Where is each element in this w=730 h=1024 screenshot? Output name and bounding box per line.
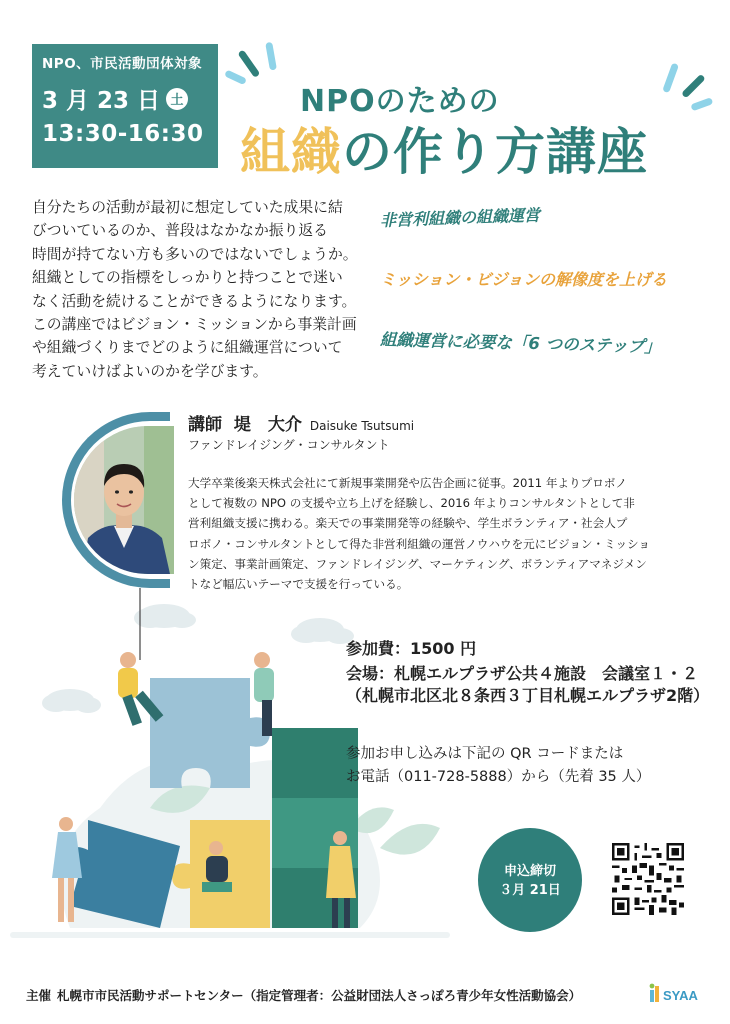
title-main [240,112,648,184]
bio-line: 営利組織支援に携わる。楽天での事業開発等の経験や、学生ボランティア・社会人プ [188,516,628,531]
lecturer-name-ja: 堤 大介 [233,415,302,435]
intro-line: なく活動を続けることができるようになります。 [32,292,357,310]
venue-line-1: 会場：札幌エルプラザ公共４施設 会議室１・２ [346,664,699,683]
sparkle-right-icon [654,60,704,110]
lecturer-bio [188,473,708,594]
date-box [32,44,218,168]
fee: 参加費：1500 円 [346,639,477,658]
event-date [42,82,208,115]
key-points [379,205,720,386]
venue [346,663,709,707]
photo-ring [62,412,170,588]
footer-org: 札幌市市民活動サポートセンター（指定管理者：公益財団法人さっぽろ青少年女性活動協会） [57,988,582,1003]
title-rest: の作り方講座 [342,123,648,181]
intro-line: や組織づくりまでどのように組織運営について [32,339,343,357]
intro-line: 自分たちの活動が最初に想定していた成果に結 [32,199,343,216]
key-point-2: ミッション・ビジョンの解像度を上げる [380,270,668,289]
event-date-text: 3 月 23 日 [42,88,161,114]
footer-organizer [26,986,581,1004]
intro-line: 時間が持てない方も多いのではないでしょうか。 [32,245,358,263]
venue-line-2: （札幌市北区北８条西３丁目札幌エルプラザ2階） [346,686,710,705]
lecturer-name-en: Daisuke Tsutsumi [309,419,415,433]
intro-line: 組織としての指標をしっかりと持つことで迷い [32,269,343,287]
bio-line: ン策定、事業計画策定、ファンドレイジング、マーケティング、ボランティアマネジメン [188,556,647,571]
bio-line: として複数の NPO の支援や立ち上げを経験し、2016 年よりコンサルタントとして非 [188,496,635,511]
title-highlight: 組織 [240,123,342,181]
apply-line-1: 参加お申し込みは下記の QR コードまたは [346,746,624,762]
lecturer-label: 講師 [188,415,222,435]
lecturer-role: ファンドレイジング・コンサルタント [188,438,390,452]
target-audience: NPO、市民活動団体対象 [42,56,203,72]
sparkle-left-icon [246,42,296,92]
cloud-icon [134,604,196,628]
day-of-week-badge: 土 [166,88,188,110]
bio-line: 大学卒業後楽天株式会社にて新規事業開発や広告企画に従事。2011 年よりプロボノ [188,476,627,490]
apply-info [346,743,650,789]
lecturer-name [188,410,414,435]
key-point-3: 組織運営に必要な「6 つのステップ」 [379,330,662,357]
intro-line: びついているのか、普段はなかなか振り返る [32,222,328,240]
bio-line: ロボノ・コンサルタントとして得た非営利組織の運営ノウハウを元にビジョン・ミッショ [188,536,651,551]
svg-text:SYAA: SYAA [663,988,698,1003]
syaa-logo [648,982,716,1006]
intro-line: この講座ではビジョン・ミッションから事業計画 [32,316,357,334]
apply-line-2: お電話（011-728-5888）から（先着 35 人） [346,769,651,785]
intro-text [32,196,367,383]
key-point-1: 非営利組織の組織運営 [379,205,541,230]
qr-code-icon[interactable] [612,843,684,915]
bio-line: トなど幅広いテーマで支援を行っている。 [188,577,409,592]
intro-line: 考えていけばよいのかを学びます。 [32,362,268,380]
deadline-date: ３月 21日 [499,883,561,898]
deadline-badge [478,828,582,932]
deadline-label: 申込締切 [503,864,556,879]
footer-lead: 主催 [26,988,52,1003]
event-time: 13:30-16:30 [42,121,204,147]
title-sub: NPOのための [300,84,500,119]
lecturer-photo [62,412,170,588]
